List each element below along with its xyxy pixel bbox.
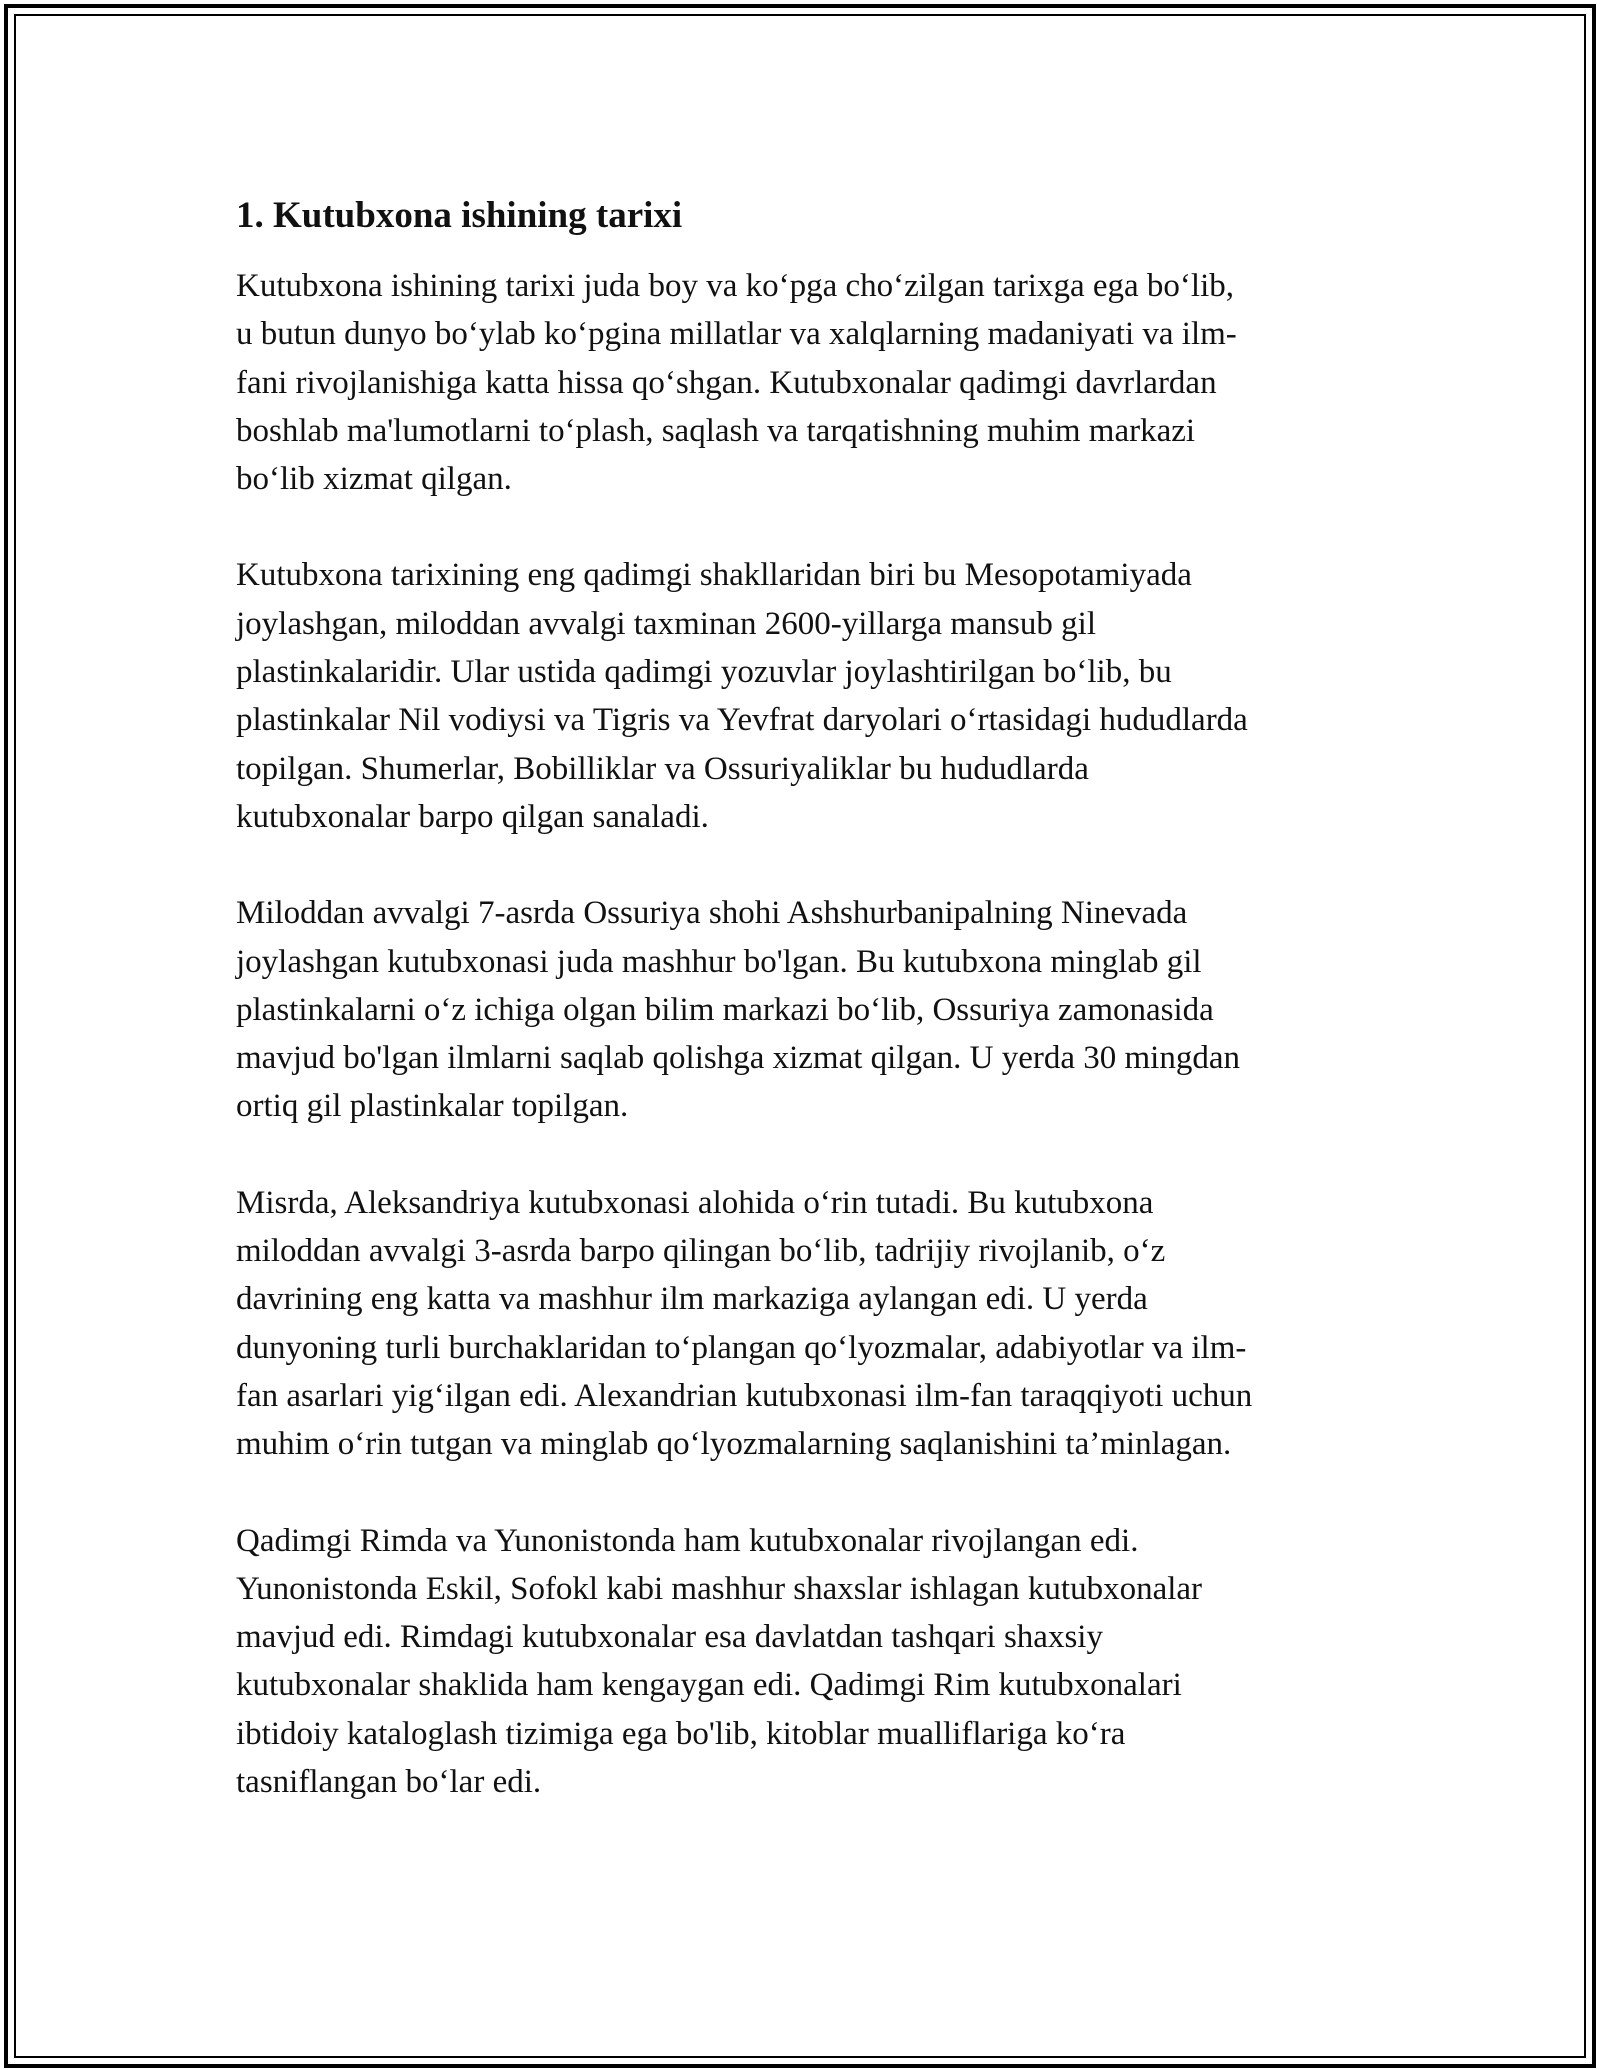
text-line: muhim o‘rin tutgan va minglab qo‘lyozmalarning saqlanishini ta’minlagan.	[236, 1426, 1232, 1463]
text-line: Qadimgi Rimda va Yunonistonda ham kutubxonalar rivojlangan edi.	[236, 1522, 1139, 1559]
paragraph-4	[236, 1179, 1396, 1469]
text-line: boshlab ma'lumotlarni to‘plash, saqlash va tarqatishning muhim markazi	[236, 412, 1196, 449]
text-line: tasniflangan bo‘lar edi.	[236, 1764, 542, 1801]
text-line: Misrda, Aleksandriya kutubxonasi alohida o‘rin tutadi. Bu kutubxona	[236, 1184, 1154, 1221]
paragraph-1	[236, 262, 1396, 503]
text-line: davrining eng katta va mashhur ilm markaziga aylangan edi. U yerda	[236, 1281, 1148, 1318]
text-line: ortiq gil plastinkalar topilgan.	[236, 1088, 629, 1125]
text-line: Miloddan avvalgi 7-asrda Ossuriya shohi Ashshurbanipalning Ninevada	[236, 895, 1188, 932]
text-line: mavjud bo'lgan ilmlarni saqlab qolishga xizmat qilgan. U yerda 30 mingdan	[236, 1040, 1240, 1077]
text-line: fan asarlari yig‘ilgan edi. Alexandrian kutubxonasi ilm-fan taraqqiyoti uchun	[236, 1377, 1253, 1414]
text-line: plastinkalarni o‘z ichiga olgan bilim markazi bo‘lib, Ossuriya zamonasida	[236, 991, 1214, 1028]
text-line: mavjud edi. Rimdagi kutubxonalar esa davlatdan tashqari shaxsiy	[236, 1619, 1103, 1656]
text-line: fani rivojlanishiga katta hissa qo‘shgan. Kutubxonalar qadimgi davrlardan	[236, 364, 1217, 401]
text-line: kutubxonalar barpo qilgan sanaladi.	[236, 798, 709, 835]
text-line: joylashgan, miloddan avvalgi taxminan 2600-yillarga mansub gil	[236, 605, 1096, 642]
text-line: plastinkalar Nil vodiysi va Tigris va Yevfrat daryolari o‘rtasidagi hududlarda	[236, 702, 1248, 739]
text-line: topilgan. Shumerlar, Bobilliklar va Ossuriyaliklar bu hududlarda	[236, 750, 1089, 787]
text-line: bo‘lib xizmat qilgan.	[236, 461, 512, 498]
text-line: Kutubxona tarixining eng qadimgi shakllaridan biri bu Mesopotamiyada	[236, 557, 1192, 594]
paragraph-2	[236, 551, 1396, 841]
text-line: miloddan avvalgi 3-asrda barpo qilingan bo‘lib, tadrijiy rivojlanib, o‘z	[236, 1233, 1166, 1270]
text-line: Yunonistonda Eskil, Sofokl kabi mashhur shaxslar ishlagan kutubxonalar	[236, 1570, 1203, 1607]
text-line: Kutubxona ishining tarixi juda boy va ko‘pga cho‘zilgan tarixga ega bo‘lib,	[236, 268, 1234, 304]
paragraph-3	[236, 889, 1396, 1130]
text-line: joylashgan kutubxonasi juda mashhur bo'lgan. Bu kutubxona minglab gil	[236, 943, 1202, 980]
document-page	[236, 188, 1396, 1854]
text-line: dunyoning turli burchaklaridan to‘plangan qo‘lyozmalar, adabiyotlar va ilm-	[236, 1329, 1247, 1366]
paragraph-5	[236, 1517, 1396, 1807]
section-heading: 1. Kutubxona ishining tarixi	[236, 195, 683, 236]
text-line: kutubxonalar shaklida ham kengaygan edi. Qadimgi Rim kutubxonalari	[236, 1667, 1182, 1704]
text-line: plastinkalaridir. Ular ustida qadimgi yozuvlar joylashtirilgan bo‘lib, bu	[236, 654, 1172, 691]
text-line: ibtidoiy kataloglash tizimiga ega bo'lib, kitoblar mualliflariga ko‘ra	[236, 1715, 1126, 1752]
text-line: u butun dunyo bo‘ylab ko‘pgina millatlar va xalqlarning madaniyati va ilm-	[236, 316, 1237, 353]
